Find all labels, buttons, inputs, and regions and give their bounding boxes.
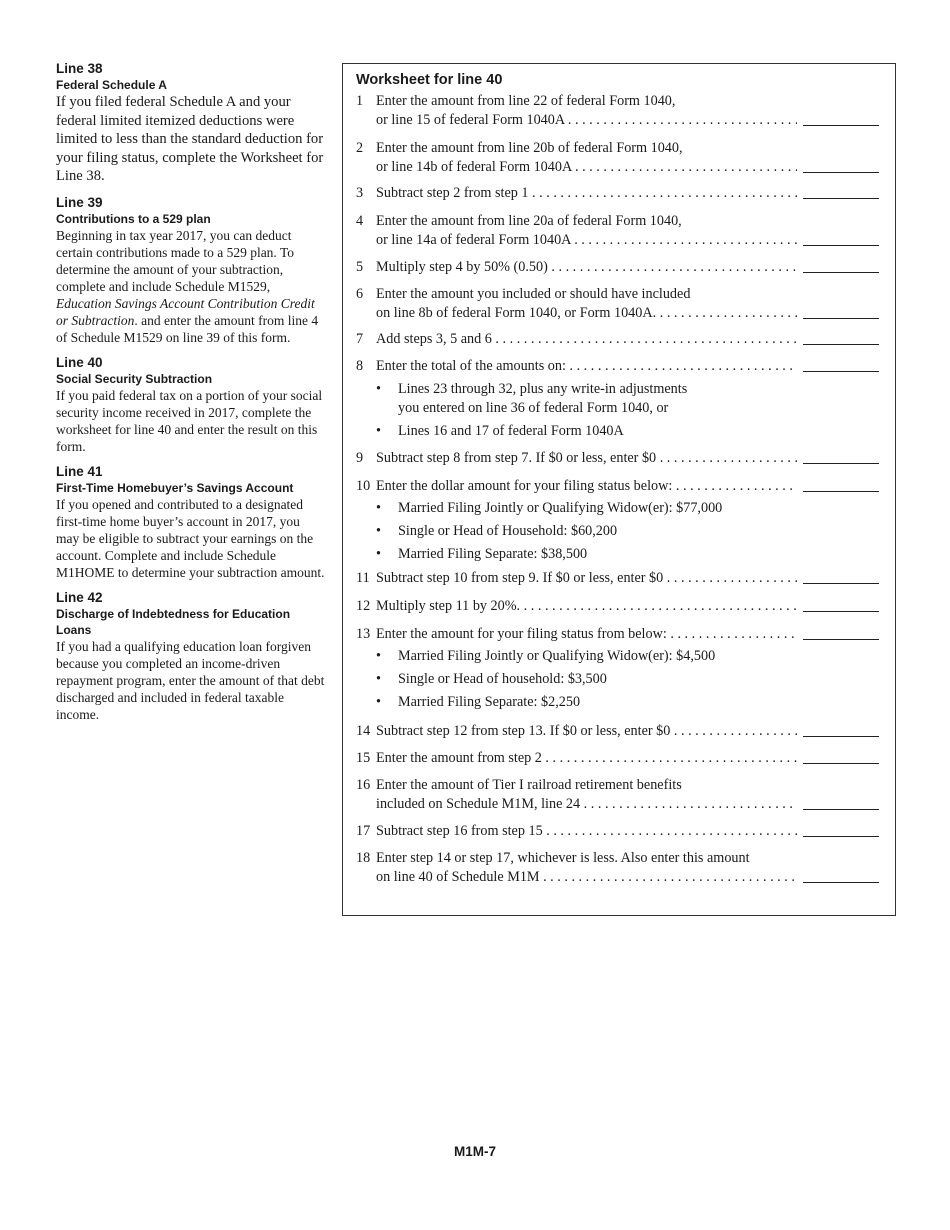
- step-number: 7: [356, 331, 364, 347]
- step-3-amount-field[interactable]: [803, 198, 879, 199]
- line38-body: If you filed federal Schedule A and your federal limited itemized deductions were limited to less than the standard deduction for your filing status, complete the Worksheet for Line 38.: [56, 94, 324, 185]
- step-label: Add steps 3, 5 and 6 . . .: [376, 330, 797, 349]
- step-16-amount-field[interactable]: [803, 809, 879, 810]
- step-number: 4: [356, 213, 364, 229]
- step-label: on line 40 of Schedule M1M . . .: [376, 868, 797, 887]
- step-number: 12: [356, 598, 371, 614]
- step-number: 15: [356, 750, 371, 766]
- step-8-amount-field[interactable]: [803, 371, 879, 372]
- instructions-column: [56, 60, 326, 731]
- step-number: 16: [356, 777, 371, 793]
- step-number: 9: [356, 450, 364, 466]
- line40-heading: Line 40: [56, 354, 103, 370]
- step-number: 5: [356, 259, 364, 275]
- line40-section: [56, 354, 326, 455]
- step-label: or line 14b of federal Form 1040A . . .: [376, 158, 797, 177]
- step-text: [376, 449, 879, 468]
- step-4-amount-field[interactable]: [803, 245, 879, 246]
- step-label: on line 8b of federal Form 1040, or Form 1040A. . . .: [376, 304, 797, 323]
- step-text-line: [376, 722, 879, 741]
- line39-body-b: . and enter the amount from line 4 of Schedule M1529 on line 39 of this form.: [56, 312, 319, 345]
- step-number: 11: [356, 570, 370, 586]
- step-label: Multiply step 4 by 50% (0.50) . . .: [376, 258, 797, 277]
- bullet-text-continued: you entered on line 36 of federal Form 1040, or: [398, 400, 669, 416]
- step-text: [376, 139, 879, 177]
- step-text-line: [376, 258, 879, 277]
- step-1-amount-field[interactable]: [803, 125, 879, 126]
- step-text: [376, 569, 879, 588]
- step-text-line: [376, 231, 879, 250]
- step-label: Subtract step 10 from step 9. If $0 or less, enter $0 . . .: [376, 569, 797, 588]
- step-text-line1: Enter the amount you included or should have included: [376, 286, 691, 302]
- line41-subheading: First-Time Homebuyer’s Savings Account: [56, 480, 294, 495]
- step-text: [376, 749, 879, 768]
- step-text: [376, 330, 879, 349]
- step-label: Subtract step 12 from step 13. If $0 or less, enter $0 . . .: [376, 722, 797, 741]
- step-label: or line 14a of federal Form 1040A . . .: [376, 231, 797, 250]
- step-label: Enter the amount from step 2 . . .: [376, 749, 797, 768]
- step-label: Enter the dollar amount for your filing status below: . . .: [376, 477, 797, 496]
- bullet-text: Single or Head of household: $3,500: [398, 671, 607, 687]
- step-text-line: [376, 449, 879, 468]
- step-10-amount-field[interactable]: [803, 491, 879, 492]
- step-text: [376, 285, 879, 323]
- step-text: [376, 477, 879, 496]
- step-text-line: [376, 822, 879, 841]
- bullet-text: Married Filing Separate: $2,250: [398, 694, 581, 710]
- bullet-icon: •: [376, 423, 381, 439]
- step-text: [376, 357, 879, 376]
- step-12-amount-field[interactable]: [803, 611, 879, 612]
- line39-body-italic: Education Savings Account Contribution Credit or Subtraction: [56, 295, 315, 328]
- step-text: [376, 92, 879, 130]
- line40-subheading: Social Security Subtraction: [56, 371, 213, 386]
- step-11-amount-field[interactable]: [803, 583, 879, 584]
- step-label: Subtract step 8 from step 7. If $0 or less, enter $0 . . .: [376, 449, 797, 468]
- bullet-text: Lines 16 and 17 of federal Form 1040A: [398, 423, 624, 439]
- bullet-text: Married Filing Separate: $38,500: [398, 546, 588, 562]
- line39-section: [56, 194, 326, 346]
- step-text-line: [376, 795, 879, 814]
- line38-subheading: Federal Schedule A: [56, 78, 167, 92]
- step-text: [376, 776, 879, 814]
- step-number: 2: [356, 140, 364, 156]
- step-text-line1: Enter step 14 or step 17, whichever is less. Also enter this amount: [376, 850, 750, 866]
- step-label: Enter the total of the amounts on: . . .: [376, 357, 797, 376]
- worksheet-title: Worksheet for line 40: [356, 72, 503, 88]
- step-text: [376, 722, 879, 741]
- step-17-amount-field[interactable]: [803, 836, 879, 837]
- step-text-line: [376, 625, 879, 644]
- worksheet-line40: [342, 63, 896, 916]
- step-text-line: [376, 158, 879, 177]
- line41-heading: Line 41: [56, 463, 103, 479]
- step-text: [376, 184, 879, 203]
- step-number: 13: [356, 626, 371, 642]
- step-text: [376, 212, 879, 250]
- step-7-amount-field[interactable]: [803, 344, 879, 345]
- step-text: [376, 625, 879, 644]
- step-6-amount-field[interactable]: [803, 318, 879, 319]
- step-label: Subtract step 16 from step 15 . . .: [376, 822, 797, 841]
- bullet-text: Lines 23 through 32, plus any write-in adjustments: [398, 381, 688, 397]
- bullet-icon: •: [376, 694, 381, 710]
- step-text-line: [376, 868, 879, 887]
- step-label: included on Schedule M1M, line 24 . . .: [376, 795, 797, 814]
- step-18-amount-field[interactable]: [803, 882, 879, 883]
- step-label: Enter the amount for your filing status from below: . . .: [376, 625, 797, 644]
- bullet-icon: •: [376, 523, 381, 539]
- line38-section: [56, 60, 326, 186]
- line42-heading: Line 42: [56, 589, 103, 605]
- step-text: [376, 822, 879, 841]
- step-5-amount-field[interactable]: [803, 272, 879, 273]
- step-number: 6: [356, 286, 364, 302]
- step-text-line: [376, 111, 879, 130]
- step-text-line: [376, 304, 879, 323]
- step-number: 8: [356, 358, 364, 374]
- line39-heading: Line 39: [56, 194, 103, 210]
- step-number: 10: [356, 478, 371, 494]
- line38-heading: Line 38: [56, 61, 103, 76]
- step-text: [376, 597, 879, 616]
- step-text-line: [376, 330, 879, 349]
- step-label: or line 15 of federal Form 1040A . . .: [376, 111, 797, 130]
- step-text-line: [376, 477, 879, 496]
- step-13-amount-field[interactable]: [803, 639, 879, 640]
- step-text-line1: Enter the amount from line 22 of federal Form 1040,: [376, 93, 676, 109]
- step-text: [376, 258, 879, 277]
- step-text-line: [376, 357, 879, 376]
- step-14-amount-field[interactable]: [803, 736, 879, 737]
- line41-section: [56, 463, 326, 581]
- step-2-amount-field[interactable]: [803, 172, 879, 173]
- step-label: Multiply step 11 by 20%. . . .: [376, 597, 797, 616]
- step-9-amount-field[interactable]: [803, 463, 879, 464]
- line40-body: If you paid federal tax on a portion of your social security income received in 2017, complete the worksheet for line 40 and enter the result on this form.: [56, 387, 323, 454]
- step-text-line1: Enter the amount from line 20a of federal Form 1040,: [376, 213, 682, 229]
- bullet-text: Married Filing Jointly or Qualifying Widow(er): $77,000: [398, 500, 723, 516]
- step-text-line: [376, 184, 879, 203]
- line39-body: [56, 227, 326, 346]
- step-number: 18: [356, 850, 371, 866]
- step-number: 17: [356, 823, 371, 839]
- step-text-line: [376, 597, 879, 616]
- bullet-icon: •: [376, 381, 381, 397]
- bullet-icon: •: [376, 500, 381, 516]
- step-text-line: [376, 569, 879, 588]
- bullet-icon: •: [376, 546, 381, 562]
- step-text: [376, 849, 879, 887]
- line42-subheading: Discharge of Indebtedness for Education Loans: [56, 606, 291, 637]
- line42-body: If you had a qualifying education loan forgiven because you completed an income-driven repayment program, enter the amount of that debt discharged and included in federal taxable income.: [56, 638, 325, 722]
- step-number: 14: [356, 723, 371, 739]
- line39-subheading: Contributions to a 529 plan: [56, 211, 211, 226]
- step-label: Subtract step 2 from step 1 . . .: [376, 184, 797, 203]
- step-text-line: [376, 749, 879, 768]
- line42-section: [56, 589, 326, 723]
- bullet-icon: •: [376, 648, 381, 664]
- bullet-icon: •: [376, 671, 381, 687]
- bullet-text: Single or Head of Household: $60,200: [398, 523, 618, 539]
- step-number: 1: [356, 93, 364, 109]
- step-text-line1: Enter the amount from line 20b of federal Form 1040,: [376, 140, 683, 156]
- step-text-line1: Enter the amount of Tier I railroad retirement benefits: [376, 777, 682, 793]
- page-number: M1M-7: [453, 1144, 496, 1159]
- step-number: 3: [356, 185, 364, 201]
- line39-body-a: Beginning in tax year 2017, you can deduct certain contributions made to a 529 plan. To determine the amount of your subtraction, complete and include Schedule M1529,: [56, 227, 294, 294]
- step-15-amount-field[interactable]: [803, 763, 879, 764]
- line41-body: If you opened and contributed to a designated first-time home buyer’s account in 2017, you may be eligible to subtract your earnings on the account. Complete and include Schedule M1HOME to determine your subtraction amount.: [56, 496, 325, 580]
- bullet-text: Married Filing Jointly or Qualifying Widow(er): $4,500: [398, 648, 716, 664]
